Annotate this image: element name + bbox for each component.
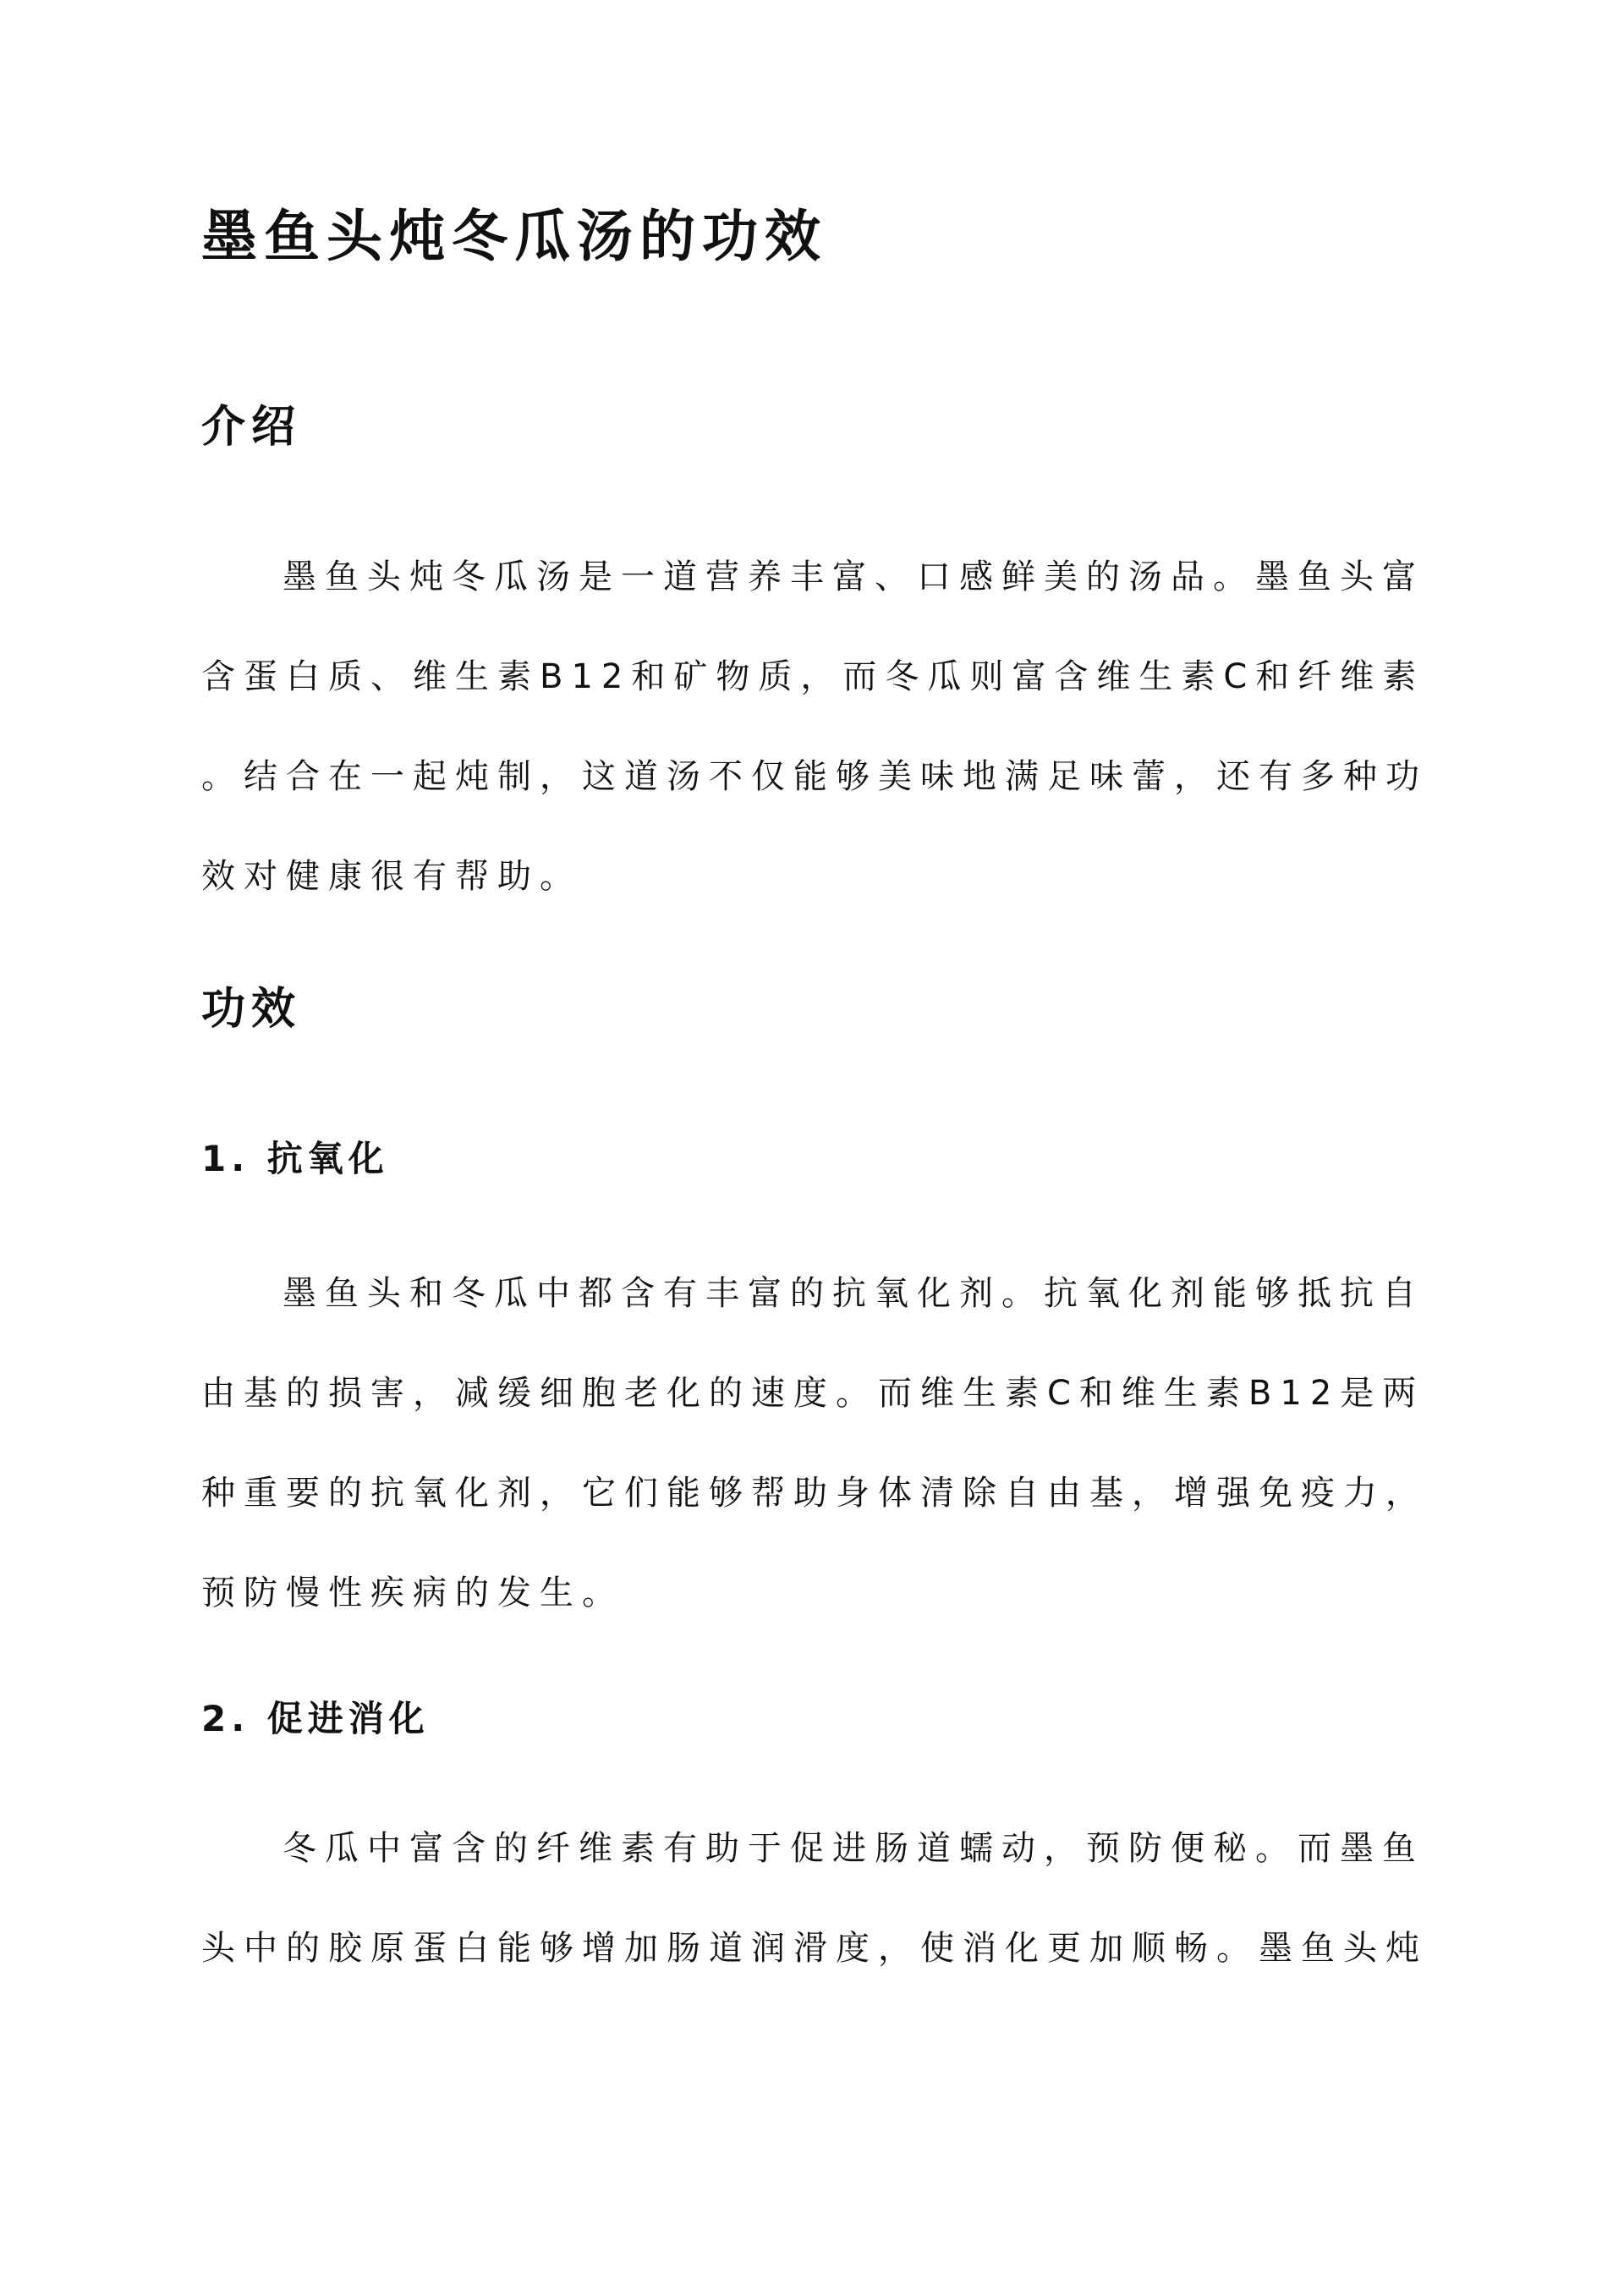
section-heading-intro: 介绍 (201, 402, 302, 453)
paragraph-line: 种重要的抗氧化剂，它们能够帮助身体清除自由基，增强免疫力， (201, 1474, 1428, 1513)
subheading-antioxidant: 1. 抗氧化 (201, 1138, 389, 1179)
digestion-paragraph (201, 1799, 1428, 1998)
paragraph-line: 墨鱼头炖冬瓜汤是一道营养丰富、口感鲜美的汤品。墨鱼头富 (283, 558, 1424, 596)
paragraph-line: 效对健康很有帮助。 (201, 857, 582, 896)
paragraph-line: 冬瓜中富含的纤维素有助于促进肠道蠕动，预防便秘。而墨鱼 (283, 1829, 1424, 1868)
antioxidant-paragraph (201, 1244, 1428, 1643)
paragraph-line: 预防慢性疾病的发生。 (201, 1574, 624, 1612)
paragraph-line: 。结合在一起炖制，这道汤不仅能够美味地满足味蕾，还有多种功 (201, 757, 1428, 796)
paragraph-line: 墨鱼头和冬瓜中都含有丰富的抗氧化剂。抗氧化剂能够抵抗自 (283, 1274, 1424, 1313)
subheading-digestion: 2. 促进消化 (201, 1698, 430, 1739)
intro-paragraph (201, 527, 1428, 926)
paragraph-line: 由基的损害，减缓细胞老化的速度。而维生素C和维生素B12是两 (201, 1374, 1425, 1413)
paragraph-line: 含蛋白质、维生素B12和矿物质，而冬瓜则富含维生素C和纤维素 (201, 657, 1425, 696)
section-heading-benefits: 功效 (201, 984, 302, 1035)
paragraph-line: 头中的胶原蛋白能够增加肠道润滑度，使消化更加顺畅。墨鱼头炖 (201, 1929, 1428, 1968)
page-title: 墨鱼头炖冬瓜汤的功效 (201, 204, 827, 269)
